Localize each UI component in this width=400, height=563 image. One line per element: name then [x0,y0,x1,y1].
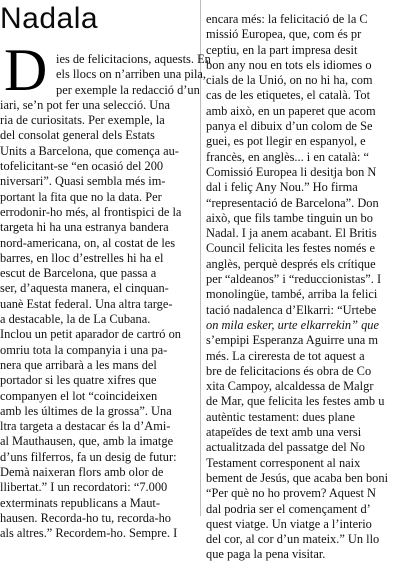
text-line: d’uns filferros, fa un desig de futur: [0,449,177,464]
text-line: bon any nou en tots els idiomes o [206,57,372,72]
article-title: Nadala [0,2,99,35]
text-line: niversari”. Quasi sembla més im- [0,174,166,189]
text-line: “Per què no ho provem? Aquest N [206,486,376,501]
text-line: amb les últimes de la grossa”. Una [0,403,172,418]
text-line: cials de la Unió, on no hi ha, com [206,73,373,88]
text-line: s’empipi Esperanza Aguirre una m [206,333,379,348]
text-line: Comissió Europea li desitja bon N [206,164,377,179]
text-line: Council felicita les festes només e [206,241,375,256]
text-line: ceptiu, en la part impresa desit [206,42,358,57]
text-line: escut de Barcelona, que passa a [0,266,157,281]
text-line: autèntic testament: dues plane [206,409,355,424]
text-line: guei, es pot llegir en espanyol, e [206,134,366,149]
text-line: hausen. Recorda-ho tu, recorda-ho [0,510,171,525]
drop-cap: D [4,37,48,103]
text-line: ies de felicitacions, aquests. En [56,52,211,66]
text-line: a destacable, la de La Cubana. [0,312,151,327]
text-line: panya el dibuix d’un colom de Se [206,119,373,134]
text-line: monolingüe, també, arriba la felici [206,287,378,302]
text-line: del cor, al cor d’un mateix.” Un llo [206,532,380,547]
text-line: bement de Jesús, que acaba ben boni [206,470,389,485]
text-line: als altres.” Recordem-ho. Sempre. I [0,526,178,541]
text-line: companyen el lot “coincideixen [0,388,158,403]
right-column [206,12,400,563]
text-line: iari, se’n pot fer una selecció. Una [0,97,170,112]
text-line: del consolat general dels Estats [0,128,155,143]
text-line: amb això, en un paperet que acom [206,103,376,118]
left-column [0,52,211,542]
text-line: ltra targeta a destacar és la d’Ami- [0,419,171,434]
text-line: xita Campoy, alcaldessa de Malgr [206,379,374,394]
text-line: encara més: la felicitació de la C [206,12,368,26]
text-line: omriu tota la companyia i una pa- [0,342,168,357]
text-line: al Mauthausen, que, amb la imatge [0,434,174,449]
text-line: on mila esker, urte elkarrekin” que [206,317,379,332]
text-line: actualitzada del passatge del No [206,440,365,455]
text-line: atapeïdes de text amb una versi [206,425,362,440]
text-line: els llocs on n’arriben una pila, [56,67,207,82]
text-line: portador si les quatre xifres que [0,373,157,388]
text-line: errodonir-ho més, al frontispici de la [0,204,182,219]
text-line: cas de les etiquetes, el català. Tot [206,88,371,103]
text-line: nera que arribarà a les mans del [0,357,157,372]
text-line: targeta hi ha una estranya bandera [0,220,169,235]
text-line: tofelicitant-se “en ocasió del 200 [0,159,164,174]
text-line: nord-americana, on, al costat de les [0,235,176,250]
text-line: Demà naixeran flors amb olor de [0,465,164,480]
text-line: uanè Estat federal. Una altra targe- [0,296,173,311]
text-line: que paga la pena visitar. [206,547,326,562]
text-line: llibertat.” I un recordatori: “7.000 [0,480,168,495]
text-line: exterminats republicans a Maut- [0,495,160,510]
text-line: dal podria ser el començament d’ [206,501,371,516]
text-line: tació nadalenca d’Elkarri: “Urtebe [206,302,377,317]
text-line: ria de curiositats. Per exemple, la [0,113,165,128]
text-line: de Mar, que felicita les festes amb u [206,394,385,409]
text-line: portant la fita que no la data. Per [0,189,162,204]
text-line: bre de felicitacions és obra de Co [206,363,372,378]
text-line: Units a Barcelona, que comença au- [0,143,179,158]
text-line: més. La cireresta de tot aquest a [206,348,365,363]
text-line: ser, d’aquesta manera, el cinquan- [0,281,169,296]
text-line: això, que fils tambe tinguin un bo [206,210,373,225]
text-line: Testament corresponent al naix [206,455,361,470]
text-line: francès, en anglès... i en català: “ [206,149,370,164]
text-line: missió Europea, que, com és pr [206,27,362,42]
text-line: per exemple la redacció d’un [56,82,200,97]
text-line: anglès, perquè després els crítique [206,256,376,271]
text-line: Nadal. I ja anem acabant. El Britis [206,226,377,241]
text-line: quest viatge. Un viatge a l’interio [206,516,372,531]
text-line: barres, en lloc d’estrelles hi ha el [0,250,164,265]
text-line: dal i feliç Any Nou.” Ho firma [206,180,358,195]
text-line: Inclou un petit aparador de cartró on [0,327,181,342]
text-line: per “aldeanos” i “reduccionistas”. I [206,272,382,287]
text-line: “representació de Barcelona”. Don [206,195,379,210]
